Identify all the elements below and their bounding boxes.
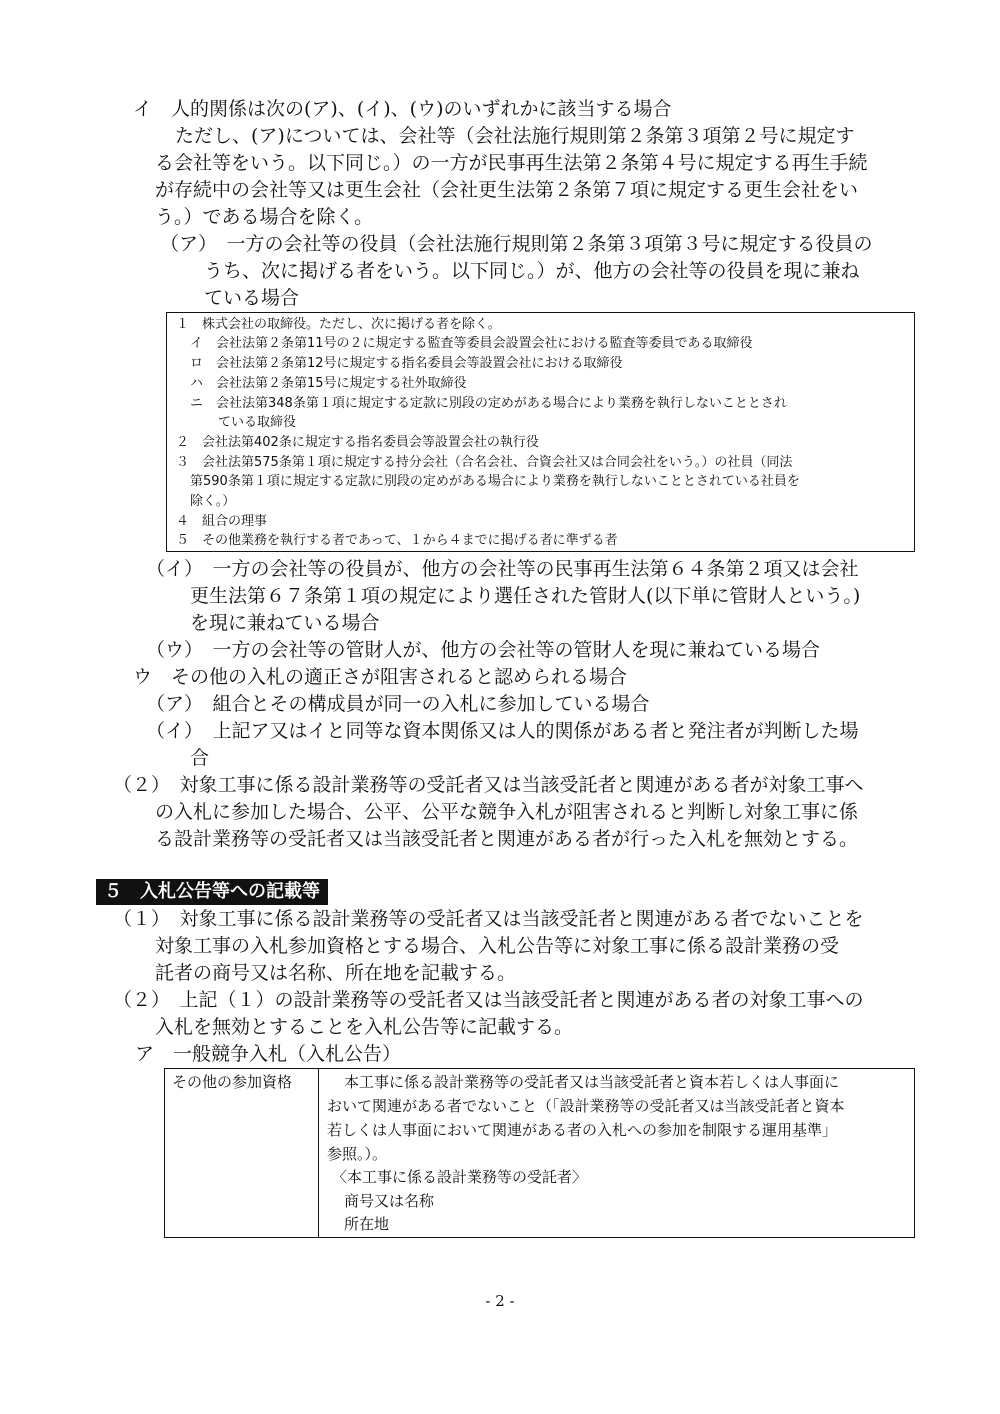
officer-box-line: 除く。） xyxy=(190,494,236,509)
item-i-line: が存続中の会社等又は更生会社（会社更生法第２条第７項に規定する更生会社をい xyxy=(155,179,859,201)
s5-para-1-line: （１） 対象工事に係る設計業務等の受託者又は当該受託者と関連がある者でないことを xyxy=(113,908,864,930)
sub-a-line: うち、次に掲げる者をいう。以下同じ。）が、他方の会社等の役員を現に兼ね xyxy=(204,260,860,282)
officer-box-line: ４ 組合の理事 xyxy=(176,514,268,529)
table-line: 商号又は名称 xyxy=(344,1192,435,1210)
officer-box-line: ３ 会社法第575条第１項に規定する持分会社（合名会社、合資会社又は合同会社をいう。）の社員（同法 xyxy=(176,455,793,470)
table-label: その他の参加資格 xyxy=(172,1073,293,1091)
s5-item-a: ア 一般競争入札（入札公告） xyxy=(135,1043,402,1065)
s5-para-2-line: （２） 上記（１）の設計業務等の受託者又は当該受託者と関連がある者の対象工事への xyxy=(113,989,864,1011)
table-line: 〈本工事に係る設計業務等の受託者〉 xyxy=(332,1168,588,1186)
para-2-line: る設計業務等の受託者又は当該受託者と関連がある者が行った入札を無効とする。 xyxy=(155,828,859,850)
item-u-sub-i: （イ） 上記ア又はイと同等な資本関係又は人的関係がある者と発注者が判断した場 xyxy=(146,720,859,742)
sub-a-line: （ア） 一方の会社等の役員（会社法施行規則第２条第３項第３号に規定する役員の xyxy=(160,233,873,255)
s5-para-2-line: 入札を無効とすることを入札公告等に記載する。 xyxy=(155,1016,574,1038)
officer-box-line: ている取締役 xyxy=(218,415,297,430)
officer-box-line: イ 会社法第２条第11号の２に規定する監査等委員会設置会社における監査等委員である取締役 xyxy=(190,336,753,351)
table-divider xyxy=(318,1068,319,1238)
sub-i-line: 更生法第６７条第１項の規定により選任された管財人(以下単に管財人という。) xyxy=(190,585,861,607)
officer-box-line: ハ 会社法第２条第15号に規定する社外取締役 xyxy=(190,376,467,391)
table-line: 参照。）。 xyxy=(327,1145,388,1163)
sub-i-line: （イ） 一方の会社等の役員が、他方の会社等の民事再生法第６４条第２項又は会社 xyxy=(146,558,859,580)
table-line: 若しくは人事面において関連がある者の入札への参加を制限する運用基準」 xyxy=(327,1121,838,1139)
item-i-line: る会社等をいう。以下同じ。）の一方が民事再生法第２条第４号に規定する再生手続 xyxy=(155,152,868,174)
para-2-line: の入札に参加した場合、公平、公平な競争入札が阻害されると判断し対象工事に係 xyxy=(155,801,859,823)
page-number: - 2 - xyxy=(485,1292,515,1310)
officer-box-line: １ 株式会社の取締役。ただし、次に掲げる者を除く。 xyxy=(176,317,501,332)
officer-box-line: ニ 会社法第348条第１項に規定する定款に別段の定めがある場合により業務を執行しないこととされ xyxy=(190,396,787,411)
officer-box-line: 第590条第１項に規定する定款に別段の定めがある場合により業務を執行しないこととされている社員を xyxy=(190,474,800,489)
table-line: おいて関連がある者でないこと（「設計業務等の受託者又は当該受託者と資本 xyxy=(327,1097,845,1115)
sub-a-line: ている場合 xyxy=(204,287,300,309)
sub-i-line: を現に兼ねている場合 xyxy=(190,612,380,634)
s5-para-1-line: 託者の商号又は名称、所在地を記載する。 xyxy=(155,962,517,984)
table-line: 所在地 xyxy=(344,1215,390,1233)
s5-para-1-line: 対象工事の入札参加資格とする場合、入札公告等に対象工事に係る設計業務の受 xyxy=(155,935,840,957)
item-i-line: ただし、(ア)については、会社等（会社法施行規則第２条第３項第２号に規定す xyxy=(175,125,855,147)
item-i-line: う。）である場合を除く。 xyxy=(155,206,374,228)
item-u-sub-i: 合 xyxy=(190,747,210,769)
para-2-line: （２） 対象工事に係る設計業務等の受託者又は当該受託者と関連がある者が対象工事へ xyxy=(113,774,864,796)
sub-u-line: （ウ） 一方の会社等の管財人が、他方の会社等の管財人を現に兼ねている場合 xyxy=(146,639,821,661)
officer-box-line: ２ 会社法第402条に規定する指名委員会等設置会社の執行役 xyxy=(176,435,539,450)
table-line: 本工事に係る設計業務等の受託者又は当該受託者と資本若しくは人事面に xyxy=(344,1073,840,1091)
officer-box-line: ５ その他業務を執行する者であって、１から４までに掲げる者に準ずる者 xyxy=(176,533,618,548)
section-5-heading: ５ 入札公告等への記載等 xyxy=(96,879,328,905)
officer-box-line: ロ 会社法第２条第12号に規定する指名委員会等設置会社における取締役 xyxy=(190,356,623,371)
item-u-sub-a: （ア） 組合とその構成員が同一の入札に参加している場合 xyxy=(146,693,650,715)
item-i-heading: イ 人的関係は次の(ア)、(イ)、(ウ)のいずれかに該当する場合 xyxy=(133,98,672,120)
item-u-heading: ウ その他の入札の適正さが阻害されると認められる場合 xyxy=(133,666,628,688)
qualification-table xyxy=(164,1068,915,1238)
